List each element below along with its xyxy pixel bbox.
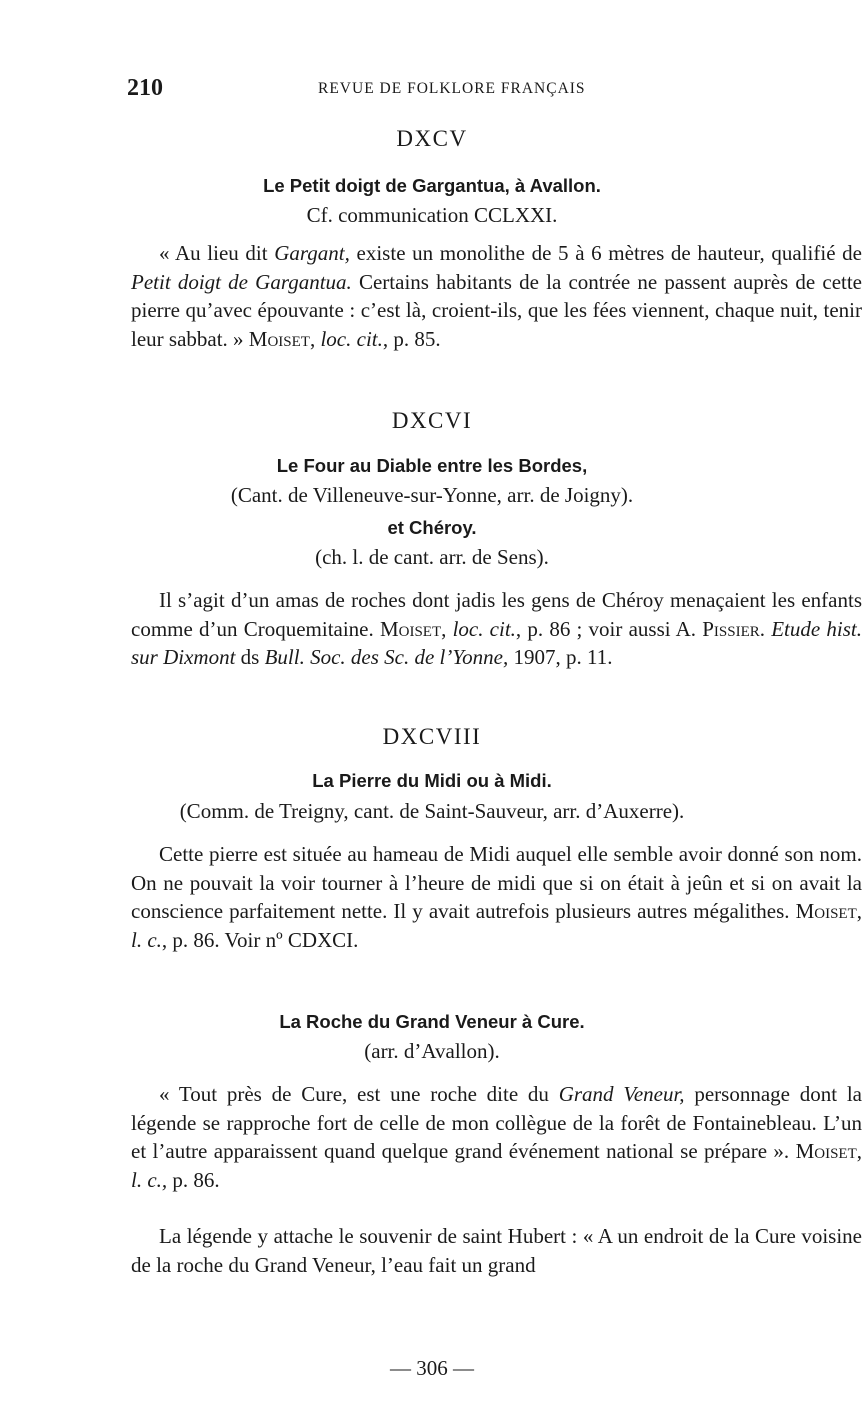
section-title: Le Petit doigt de Gargantua, à Avallon. [263,175,601,196]
running-title: REVUE DE FOLKLORE FRANÇAIS [318,80,586,97]
section-subtitle: (ch. l. de cant. arr. de Sens). [315,545,549,569]
section-paragraph: La légende y attache le souvenir de saint Hubert : « A un endroit de la Cure voisine de la roche du Grand Veneur, l’eau fait un grand [131,1224,862,1277]
page-footer-number: — 306 — [390,1356,474,1380]
section-subtitle: Cf. communication CCLXXI. [306,203,558,227]
section-subtitle: (arr. d’Avallon). [364,1039,500,1063]
page-number: 210 [127,75,163,101]
section-title: La Pierre du Midi ou à Midi. [312,770,552,791]
section-title: et Chéroy. [387,517,477,538]
section-number: DXCVI [391,408,473,433]
section-number: DXCV [396,126,468,151]
section-number: DXCVIII [382,724,482,749]
section-paragraph: Il s’agit d’un amas de roches dont jadis les gens de Chéroy menaçaient les enfants comme d’un Croquemitaine. Moiset, loc. cit., p. 86 ; voir aussi A. Pissier. Etude hist. sur Dixmont ds Bull. Soc. des Sc. de l’Yonne, 1907, p. 11. [131,588,862,670]
section-subtitle: (Comm. de Treigny, cant. de Saint-Sauveur, arr. d’Auxerre). [179,799,685,823]
section-subtitle: (Cant. de Villeneuve-sur-Yonne, arr. de Joigny). [230,483,634,507]
section-title: La Roche du Grand Veneur à Cure. [279,1011,585,1032]
section-paragraph: « Tout près de Cure, est une roche dite du Grand Veneur, personnage dont la légende se rapproche fort de celle de mon collègue de la forêt de Fontainebleau. L’un et l’autre apparaissent quand quelque grand événement national se prépare ». Moiset, l. c., p. 86. [131,1082,863,1192]
section-paragraph: « Au lieu dit Gargant, existe un monolithe de 5 à 6 mètres de hauteur, qualifié de Petit doigt de Gargantua. Certains habitants de la contrée ne passent auprès de cette pierre qu’avec épouvante : c’est là, croient-ils, que les fées viennent, chaque nuit, tenir leur sabbat. » Moiset, loc. cit., p. 85. [131,241,862,351]
section-title: Le Four au Diable entre les Bordes, [276,455,588,476]
section-paragraph: Cette pierre est située au hameau de Midi auquel elle semble avoir donné son nom. On ne pouvait la voir tourner à l’heure de midi que si on était à jeûn et si on avait la conscience parfaitement nette. Il y avait autrefois plusieurs autres mégalithes. Moiset, l. c., p. 86. Voir nº CDXCI. [131,842,862,952]
